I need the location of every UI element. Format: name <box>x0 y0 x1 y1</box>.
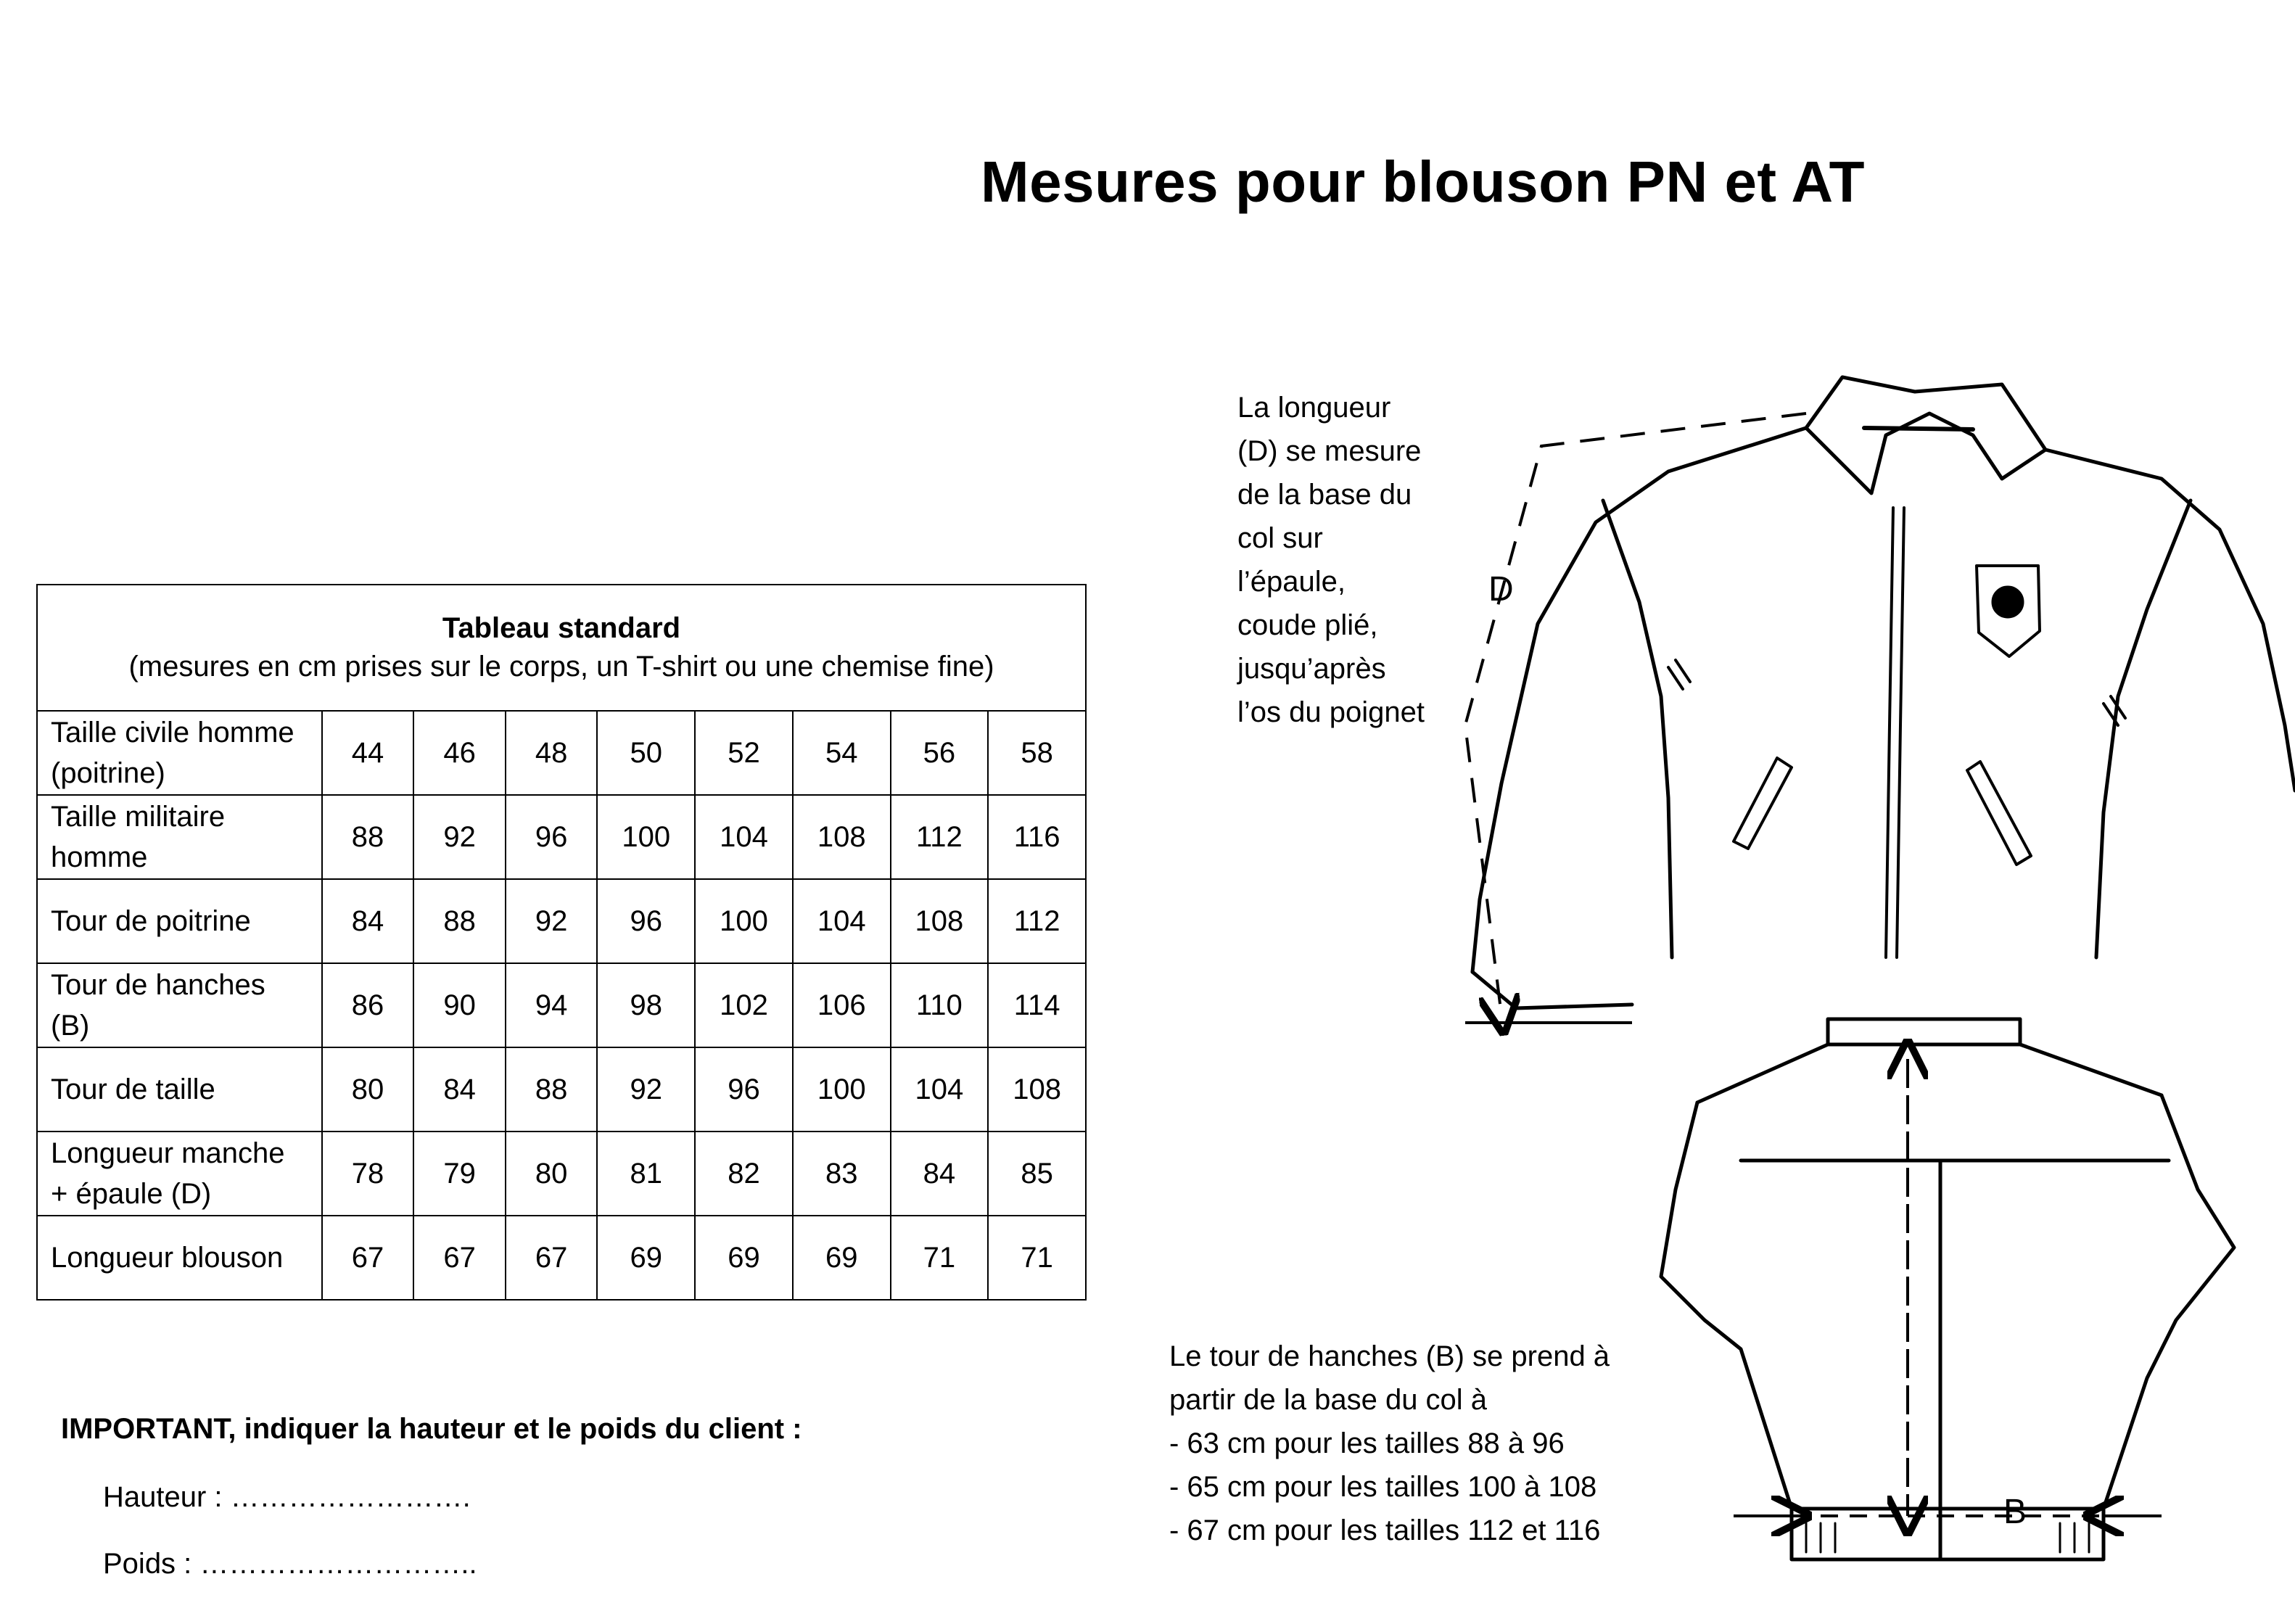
label-b: B <box>2003 1493 2027 1531</box>
size-value-cell: 69 <box>597 1216 695 1300</box>
size-value-cell: 86 <box>322 963 414 1047</box>
size-value-cell: 108 <box>891 879 989 963</box>
hip-note-line: Le tour de hanches (B) se prend à <box>1169 1340 1610 1372</box>
size-value-cell: 52 <box>695 711 793 795</box>
size-value-cell: 104 <box>793 879 891 963</box>
table-title: Tableau standard <box>442 612 681 644</box>
hip-note-line: partir de la base du col à <box>1169 1384 1488 1416</box>
hip-note-line: - 63 cm pour les tailles 88 à 96 <box>1169 1427 1565 1459</box>
size-value-cell: 116 <box>988 795 1086 879</box>
size-value-cell: 94 <box>506 963 598 1047</box>
row-label: Tour de poitrine <box>37 879 322 963</box>
jacket-back-sketch <box>1661 1019 2234 1559</box>
size-value-cell: 92 <box>506 879 598 963</box>
hip-note-line: - 67 cm pour les tailles 112 et 116 <box>1169 1514 1601 1546</box>
row-label: Tour de taille <box>37 1047 322 1132</box>
size-value-cell: 83 <box>793 1132 891 1216</box>
label-d: D <box>1488 570 1514 609</box>
hip-note-line: - 65 cm pour les tailles 100 à 108 <box>1169 1471 1597 1503</box>
size-value-cell: 84 <box>322 879 414 963</box>
size-value-cell: 67 <box>506 1216 598 1300</box>
size-value-cell: 88 <box>413 879 506 963</box>
size-value-cell: 54 <box>793 711 891 795</box>
size-value-cell: 85 <box>988 1132 1086 1216</box>
size-value-cell: 96 <box>597 879 695 963</box>
size-value-cell: 98 <box>597 963 695 1047</box>
size-value-cell: 79 <box>413 1132 506 1216</box>
size-value-cell: 100 <box>597 795 695 879</box>
size-value-cell: 100 <box>695 879 793 963</box>
size-value-cell: 80 <box>322 1047 414 1132</box>
length-d-note: La longueur (D) se mesure de la base du col sur l’épaule, coude plié, jusqu’après l’os du poignet <box>1237 392 1425 728</box>
size-value-cell: 88 <box>506 1047 598 1132</box>
size-value-cell: 104 <box>891 1047 989 1132</box>
size-value-cell: 56 <box>891 711 989 795</box>
size-value-cell: 96 <box>695 1047 793 1132</box>
page-title: Mesures pour blouson PN et AT <box>981 149 1866 214</box>
size-value-cell: 104 <box>695 795 793 879</box>
size-value-cell: 48 <box>506 711 598 795</box>
size-value-cell: 84 <box>891 1132 989 1216</box>
size-value-cell: 112 <box>988 879 1086 963</box>
size-value-cell: 92 <box>413 795 506 879</box>
size-value-cell: 84 <box>413 1047 506 1132</box>
size-value-cell: 78 <box>322 1132 414 1216</box>
size-value-cell: 58 <box>988 711 1086 795</box>
size-value-cell: 106 <box>793 963 891 1047</box>
size-value-cell: 114 <box>988 963 1086 1047</box>
row-label: Taille civile homme (poitrine) <box>37 711 322 795</box>
size-value-cell: 100 <box>793 1047 891 1132</box>
row-label: Tour de hanches (B) <box>37 963 322 1047</box>
size-value-cell: 67 <box>322 1216 414 1300</box>
size-value-cell: 46 <box>413 711 506 795</box>
size-value-cell: 108 <box>988 1047 1086 1132</box>
important-note: IMPORTANT, indiquer la hauteur et le poids du client : <box>61 1413 802 1445</box>
size-value-cell: 69 <box>793 1216 891 1300</box>
size-value-cell: 112 <box>891 795 989 879</box>
size-value-cell: 50 <box>597 711 695 795</box>
size-value-cell: 71 <box>891 1216 989 1300</box>
jacket-front-sketch <box>1472 377 2295 1008</box>
size-value-cell: 88 <box>322 795 414 879</box>
row-label: Taille militaire homme <box>37 795 322 879</box>
weight-field: Poids : ……………………….. <box>103 1548 477 1580</box>
size-value-cell: 80 <box>506 1132 598 1216</box>
size-value-cell: 90 <box>413 963 506 1047</box>
size-value-cell: 81 <box>597 1132 695 1216</box>
row-label: Longueur manche + épaule (D) <box>37 1132 322 1216</box>
size-value-cell: 69 <box>695 1216 793 1300</box>
size-value-cell: 110 <box>891 963 989 1047</box>
size-value-cell: 92 <box>597 1047 695 1132</box>
size-value-cell: 96 <box>506 795 598 879</box>
size-value-cell: 108 <box>793 795 891 879</box>
table-subtitle: (mesures en cm prises sur le corps, un T-shirt ou une chemise fine) <box>128 651 994 683</box>
size-value-cell: 44 <box>322 711 414 795</box>
size-value-cell: 71 <box>988 1216 1086 1300</box>
size-value-cell: 82 <box>695 1132 793 1216</box>
height-field: Hauteur : ……………………. <box>103 1481 471 1513</box>
row-label: Longueur blouson <box>37 1216 322 1300</box>
size-value-cell: 67 <box>413 1216 506 1300</box>
size-value-cell: 102 <box>695 963 793 1047</box>
